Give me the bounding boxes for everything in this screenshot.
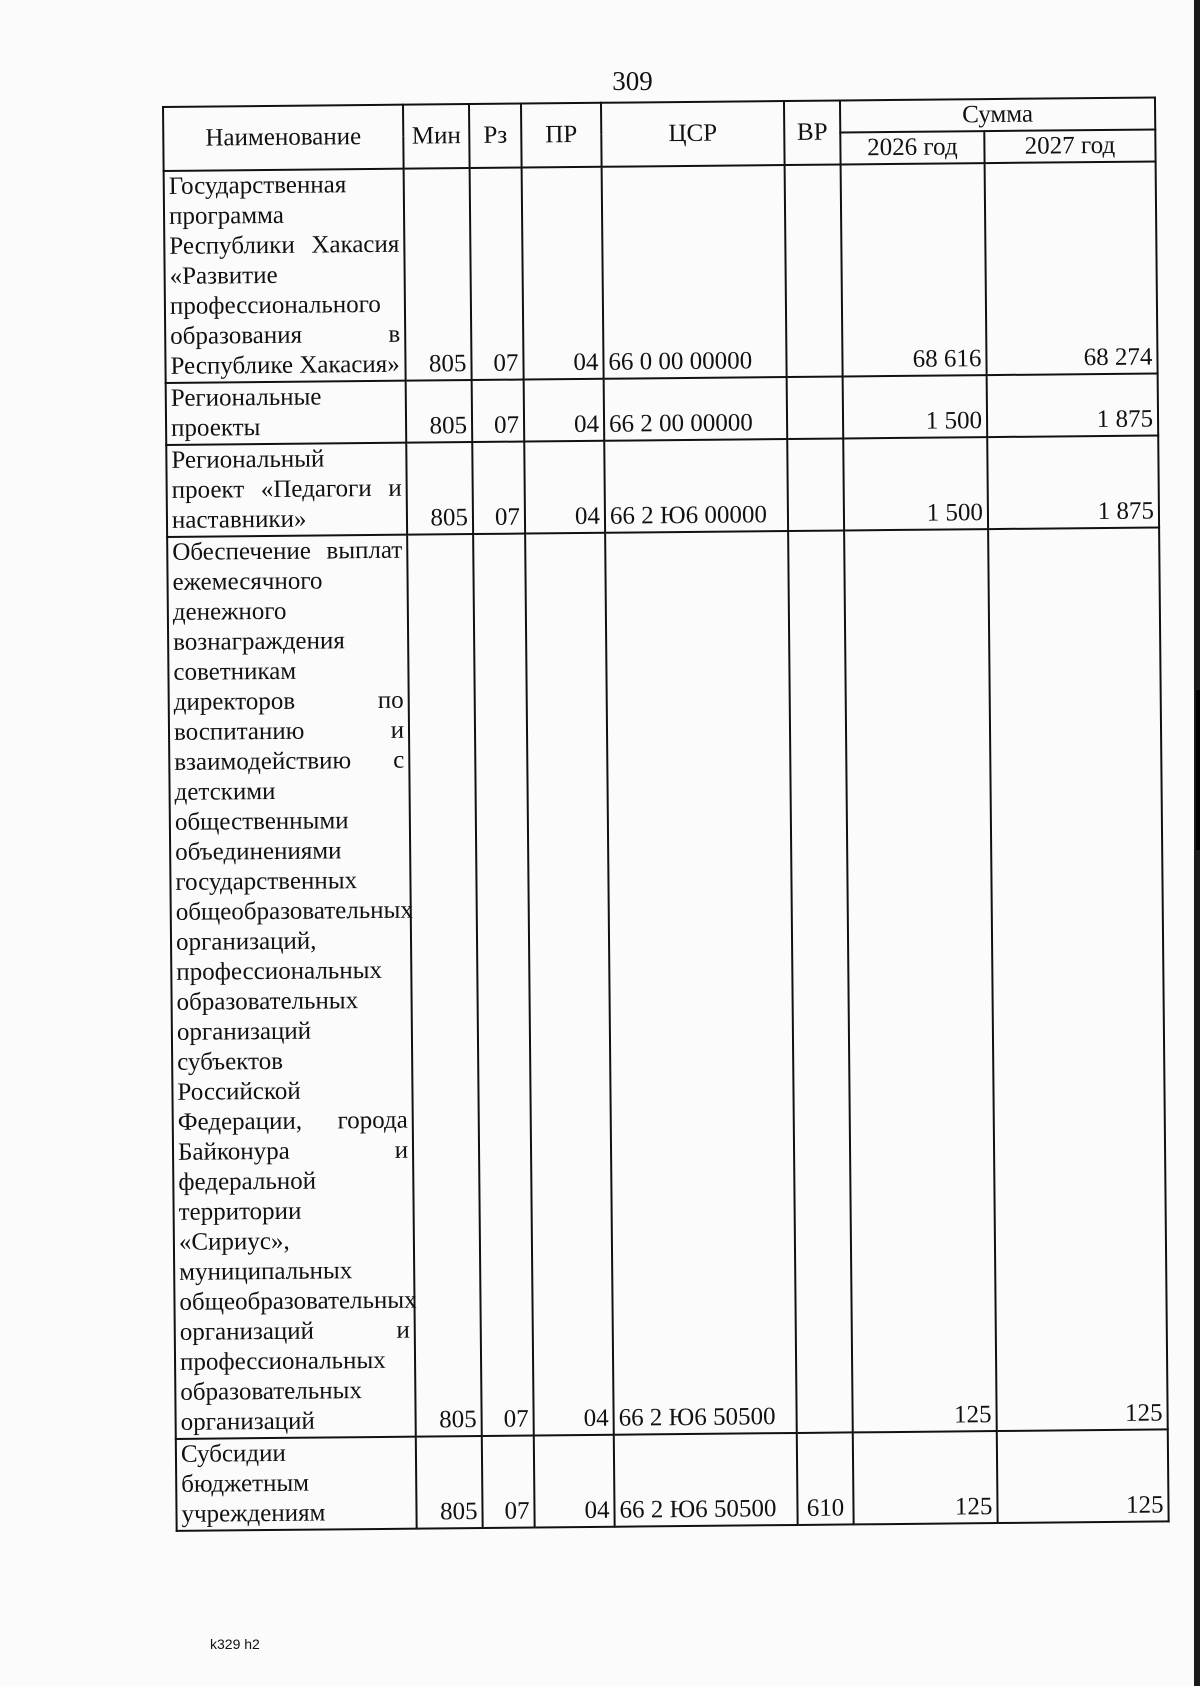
row-sum-2026: 1 500 bbox=[843, 437, 988, 530]
col-header-vr: ВР bbox=[784, 100, 841, 165]
row-csr: 66 0 00 00000 bbox=[602, 165, 787, 379]
row-name: Обеспечение выплат ежемесячного денежного вознаграждения советникам директоров по воспитанию и взаимодействию с детскими общественными объединениями государственных общеобразовательных организаций, профессиональных образовательных организаций субъектов Российской Федерации, города Байконура и федеральной территории «Сириус», муниципальных общеобразовательных организаций и профессиональных образовательных организаций bbox=[167, 535, 416, 1439]
row-sum-2026: 125 bbox=[853, 1431, 998, 1524]
row-vr bbox=[785, 164, 843, 377]
row-name: Государственная программа Республики Хакасия «Развитие профессионального образования в Республике Хакасия» bbox=[164, 169, 406, 383]
row-sum-2026: 125 bbox=[844, 529, 997, 1432]
row-min: 805 bbox=[407, 534, 482, 1437]
table-row bbox=[166, 435, 1159, 537]
row-sum-2027: 125 bbox=[997, 1429, 1169, 1523]
row-pr: 04 bbox=[522, 167, 604, 380]
row-pr: 04 bbox=[534, 1435, 615, 1528]
row-sum-2027: 1 875 bbox=[987, 373, 1159, 437]
budget-table bbox=[162, 96, 1170, 1531]
row-name: Региональные проекты bbox=[166, 381, 407, 445]
table-row bbox=[167, 527, 1168, 1438]
row-csr: 66 2 Ю6 50500 bbox=[605, 531, 797, 1435]
row-csr: 66 2 Ю6 00000 bbox=[604, 439, 788, 533]
col-header-sum: Сумма bbox=[840, 97, 1155, 132]
row-min: 805 bbox=[406, 380, 473, 443]
table-row bbox=[176, 1429, 1169, 1531]
row-sum-2026: 1 500 bbox=[843, 375, 988, 438]
row-sum-2027: 1 875 bbox=[987, 435, 1159, 529]
row-rz: 07 bbox=[472, 442, 525, 534]
row-vr: 610 bbox=[797, 1432, 854, 1525]
row-min: 805 bbox=[406, 442, 473, 535]
row-vr bbox=[788, 530, 853, 1432]
row-name: Региональный проект «Педагоги и наставники» bbox=[166, 443, 407, 537]
row-vr bbox=[787, 438, 844, 531]
row-rz: 07 bbox=[482, 1435, 535, 1527]
page-number: 309 bbox=[612, 66, 653, 96]
row-pr: 04 bbox=[525, 533, 614, 1436]
row-sum-2027: 68 274 bbox=[985, 161, 1158, 375]
col-header-rz: Рз bbox=[469, 104, 522, 168]
document-code: k329 h2 bbox=[210, 1636, 260, 1652]
table-row bbox=[164, 161, 1158, 383]
col-header-min: Мин bbox=[403, 104, 470, 169]
col-header-pr: ПР bbox=[521, 103, 602, 168]
row-pr: 04 bbox=[524, 379, 605, 442]
col-header-2026: 2026 год bbox=[840, 131, 984, 164]
table-row bbox=[166, 373, 1159, 445]
col-header-2027: 2027 год bbox=[984, 129, 1155, 163]
row-vr bbox=[787, 376, 844, 439]
row-sum-2027: 125 bbox=[988, 527, 1168, 1431]
row-rz: 07 bbox=[472, 380, 525, 442]
row-name: Субсидии бюджетным учреждениям bbox=[176, 1437, 417, 1531]
row-csr: 66 2 00 00000 bbox=[604, 377, 788, 441]
row-min: 805 bbox=[404, 168, 472, 381]
row-sum-2026: 68 616 bbox=[841, 163, 987, 376]
row-csr: 66 2 Ю6 50500 bbox=[614, 1433, 798, 1527]
col-header-csr: ЦСР bbox=[601, 101, 785, 167]
col-header-name: Наименование bbox=[163, 105, 404, 171]
row-rz: 07 bbox=[470, 168, 524, 380]
budget-sheet bbox=[162, 96, 1168, 1531]
row-rz: 07 bbox=[473, 534, 534, 1436]
row-min: 805 bbox=[416, 1436, 483, 1529]
scan-edge-mark bbox=[1196, 690, 1200, 850]
row-pr: 04 bbox=[524, 441, 605, 534]
